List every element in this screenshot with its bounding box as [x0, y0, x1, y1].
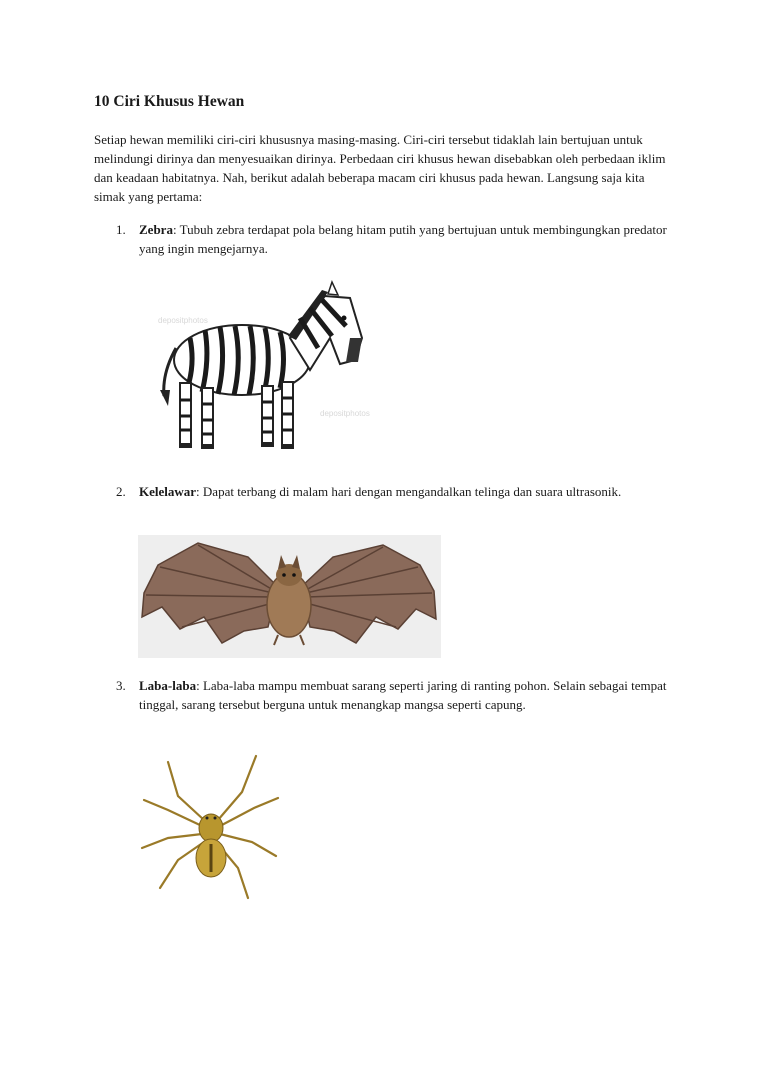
list-number: 1.	[116, 222, 126, 237]
zebra-photo	[150, 278, 375, 463]
animal-name: Laba-laba	[139, 678, 197, 693]
list-number: 3.	[116, 678, 126, 693]
page-title: 10 Ciri Khusus Hewan	[94, 93, 245, 110]
bat-photo	[138, 535, 441, 658]
list-item-text	[139, 220, 676, 258]
list-item-zebra	[116, 220, 676, 258]
animal-name: Zebra	[139, 222, 173, 237]
list-item-kelelawar	[116, 482, 676, 501]
list-number: 2.	[116, 484, 126, 499]
animal-description: : Dapat terbang di malam hari dengan mengandalkan telinga dan suara ultrasonik.	[196, 484, 622, 499]
svg-text:depositphotos: depositphotos	[158, 316, 208, 325]
animal-description: : Tubuh zebra terdapat pola belang hitam putih yang bertujuan untuk membingungkan predator yang ingin mengejarnya.	[139, 222, 667, 256]
list-item-text	[139, 482, 676, 501]
svg-text:depositphotos: depositphotos	[320, 409, 370, 418]
animal-description: : Laba-laba mampu membuat sarang seperti jaring di ranting pohon. Selain sebagai tempat tinggal, sarang tersebut berguna untuk menangkap mangsa seperti capung.	[139, 678, 667, 712]
spider-photo	[138, 748, 283, 908]
list-item-text	[139, 676, 676, 714]
animal-name: Kelelawar	[139, 484, 197, 499]
intro-paragraph: Setiap hewan memiliki ciri-ciri khususnya masing-masing. Ciri-ciri tersebut tidaklah lain bertujuan untuk melindungi dirinya dan menyesuaikan dirinya. Perbedaan ciri khusus hewan disebabkan oleh perbedaan iklim dan keadaan habitatnya. Nah, berikut adalah beberapa macam ciri khusus pada hewan. Langsung saja kita simak yang pertama:	[94, 132, 666, 204]
list-item-laba-laba	[116, 676, 676, 714]
